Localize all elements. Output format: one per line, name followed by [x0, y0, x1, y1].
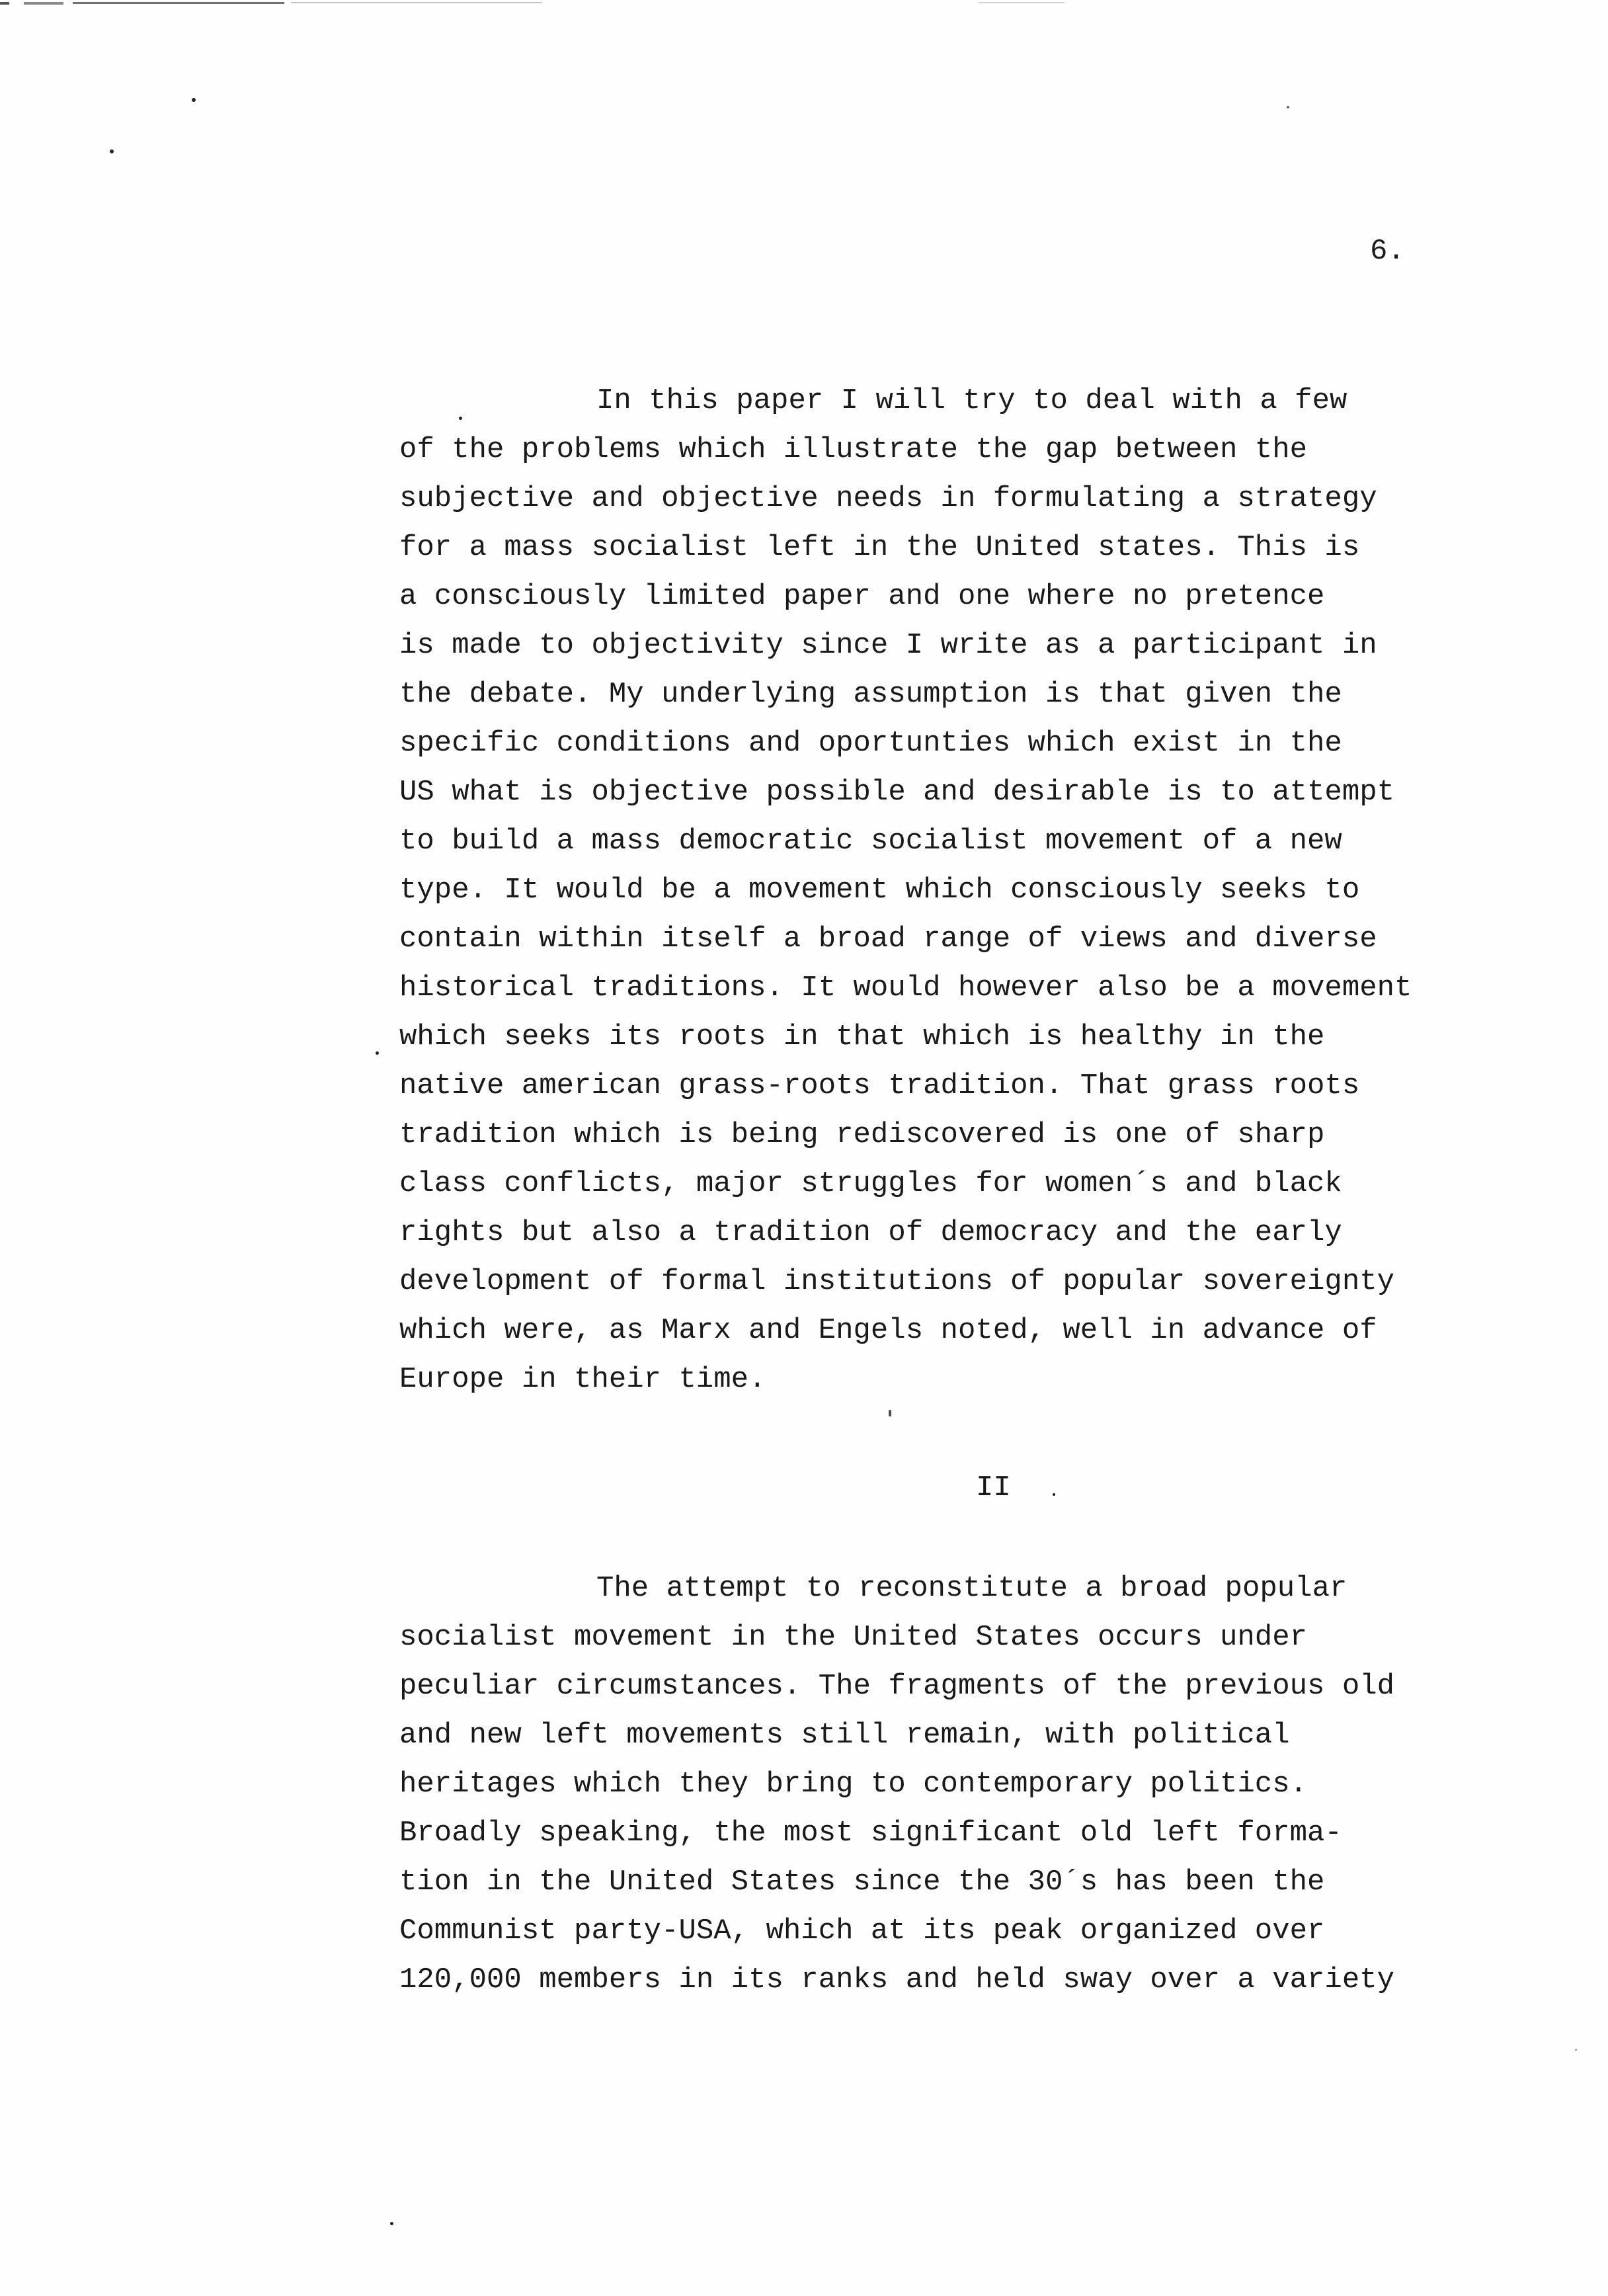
paragraph-line: Communist party-USA, which at its peak organized over: [399, 1914, 1325, 1948]
scan-speck: [390, 2222, 393, 2225]
paragraph-line: In this paper I will try to deal with a few: [596, 384, 1347, 417]
scan-speck: [1575, 2049, 1577, 2051]
paragraph-line: which seeks its roots in that which is healthy in the: [399, 1020, 1325, 1053]
scan-edge-artifact: [0, 0, 1608, 8]
paragraph-line: socialist movement in the United States occurs under: [399, 1621, 1308, 1654]
paragraph-line: 120,000 members in its ranks and held sway over a variety: [399, 1963, 1395, 1996]
paragraph-line: peculiar circumstances. The fragments of the previous old: [399, 1670, 1395, 1703]
paragraph-line: type. It would be a movement which consciously seeks to: [399, 874, 1360, 907]
paragraph-line: US what is objective possible and desirable is to attempt: [399, 776, 1395, 809]
paragraph-line: which were, as Marx and Engels noted, well in advance of: [399, 1314, 1377, 1347]
scan-speck: [110, 149, 114, 153]
paragraph-line: contain within itself a broad range of views and diverse: [399, 922, 1377, 956]
page-number: 6.: [1370, 235, 1405, 268]
paragraph-line: the debate. My underlying assumption is that given the: [399, 678, 1342, 711]
paragraph-line: rights but also a tradition of democracy and the early: [399, 1216, 1342, 1249]
paragraph-line: of the problems which illustrate the gap between the: [399, 433, 1308, 466]
paragraph-line: native american grass-roots tradition. That grass roots: [399, 1069, 1360, 1102]
scan-speck: [192, 98, 196, 102]
paragraph-line: Broadly speaking, the most significant old left forma-: [399, 1817, 1342, 1850]
paragraph-line: for a mass socialist left in the United states. This is: [399, 531, 1360, 564]
paragraph-line: class conflicts, major struggles for women´s and black: [399, 1167, 1342, 1200]
paragraph-line: and new left movements still remain, with political: [399, 1719, 1290, 1752]
paragraph-line: development of formal institutions of popular sovereignty: [399, 1265, 1395, 1298]
scan-speck: [376, 1051, 379, 1055]
paragraph-line: tion in the United States since the 30´s has been the: [399, 1866, 1325, 1899]
paragraph-line: subjective and objective needs in formulating a strategy: [399, 482, 1377, 515]
scan-speck: [1053, 1493, 1055, 1496]
paragraph-line: a consciously limited paper and one where no pretence: [399, 580, 1325, 613]
paragraph-line: The attempt to reconstitute a broad popular: [596, 1572, 1347, 1605]
paragraph-line: tradition which is being rediscovered is one of sharp: [399, 1118, 1325, 1151]
scan-speck: [889, 1410, 891, 1416]
paragraph-line: specific conditions and oportunties which exist in the: [399, 727, 1342, 760]
paragraph-line: historical traditions. It would however also be a movement: [399, 971, 1412, 1004]
paragraph-line: is made to objectivity since I write as a participant in: [399, 629, 1377, 662]
scan-speck: [1287, 106, 1289, 108]
scan-speck: [459, 417, 462, 420]
paragraph-line: heritages which they bring to contemporary politics.: [399, 1768, 1308, 1801]
paragraph-line: to build a mass democratic socialist movement of a new: [399, 825, 1342, 858]
section-heading: II: [976, 1471, 1011, 1504]
paragraph-line: Europe in their time.: [399, 1363, 766, 1396]
